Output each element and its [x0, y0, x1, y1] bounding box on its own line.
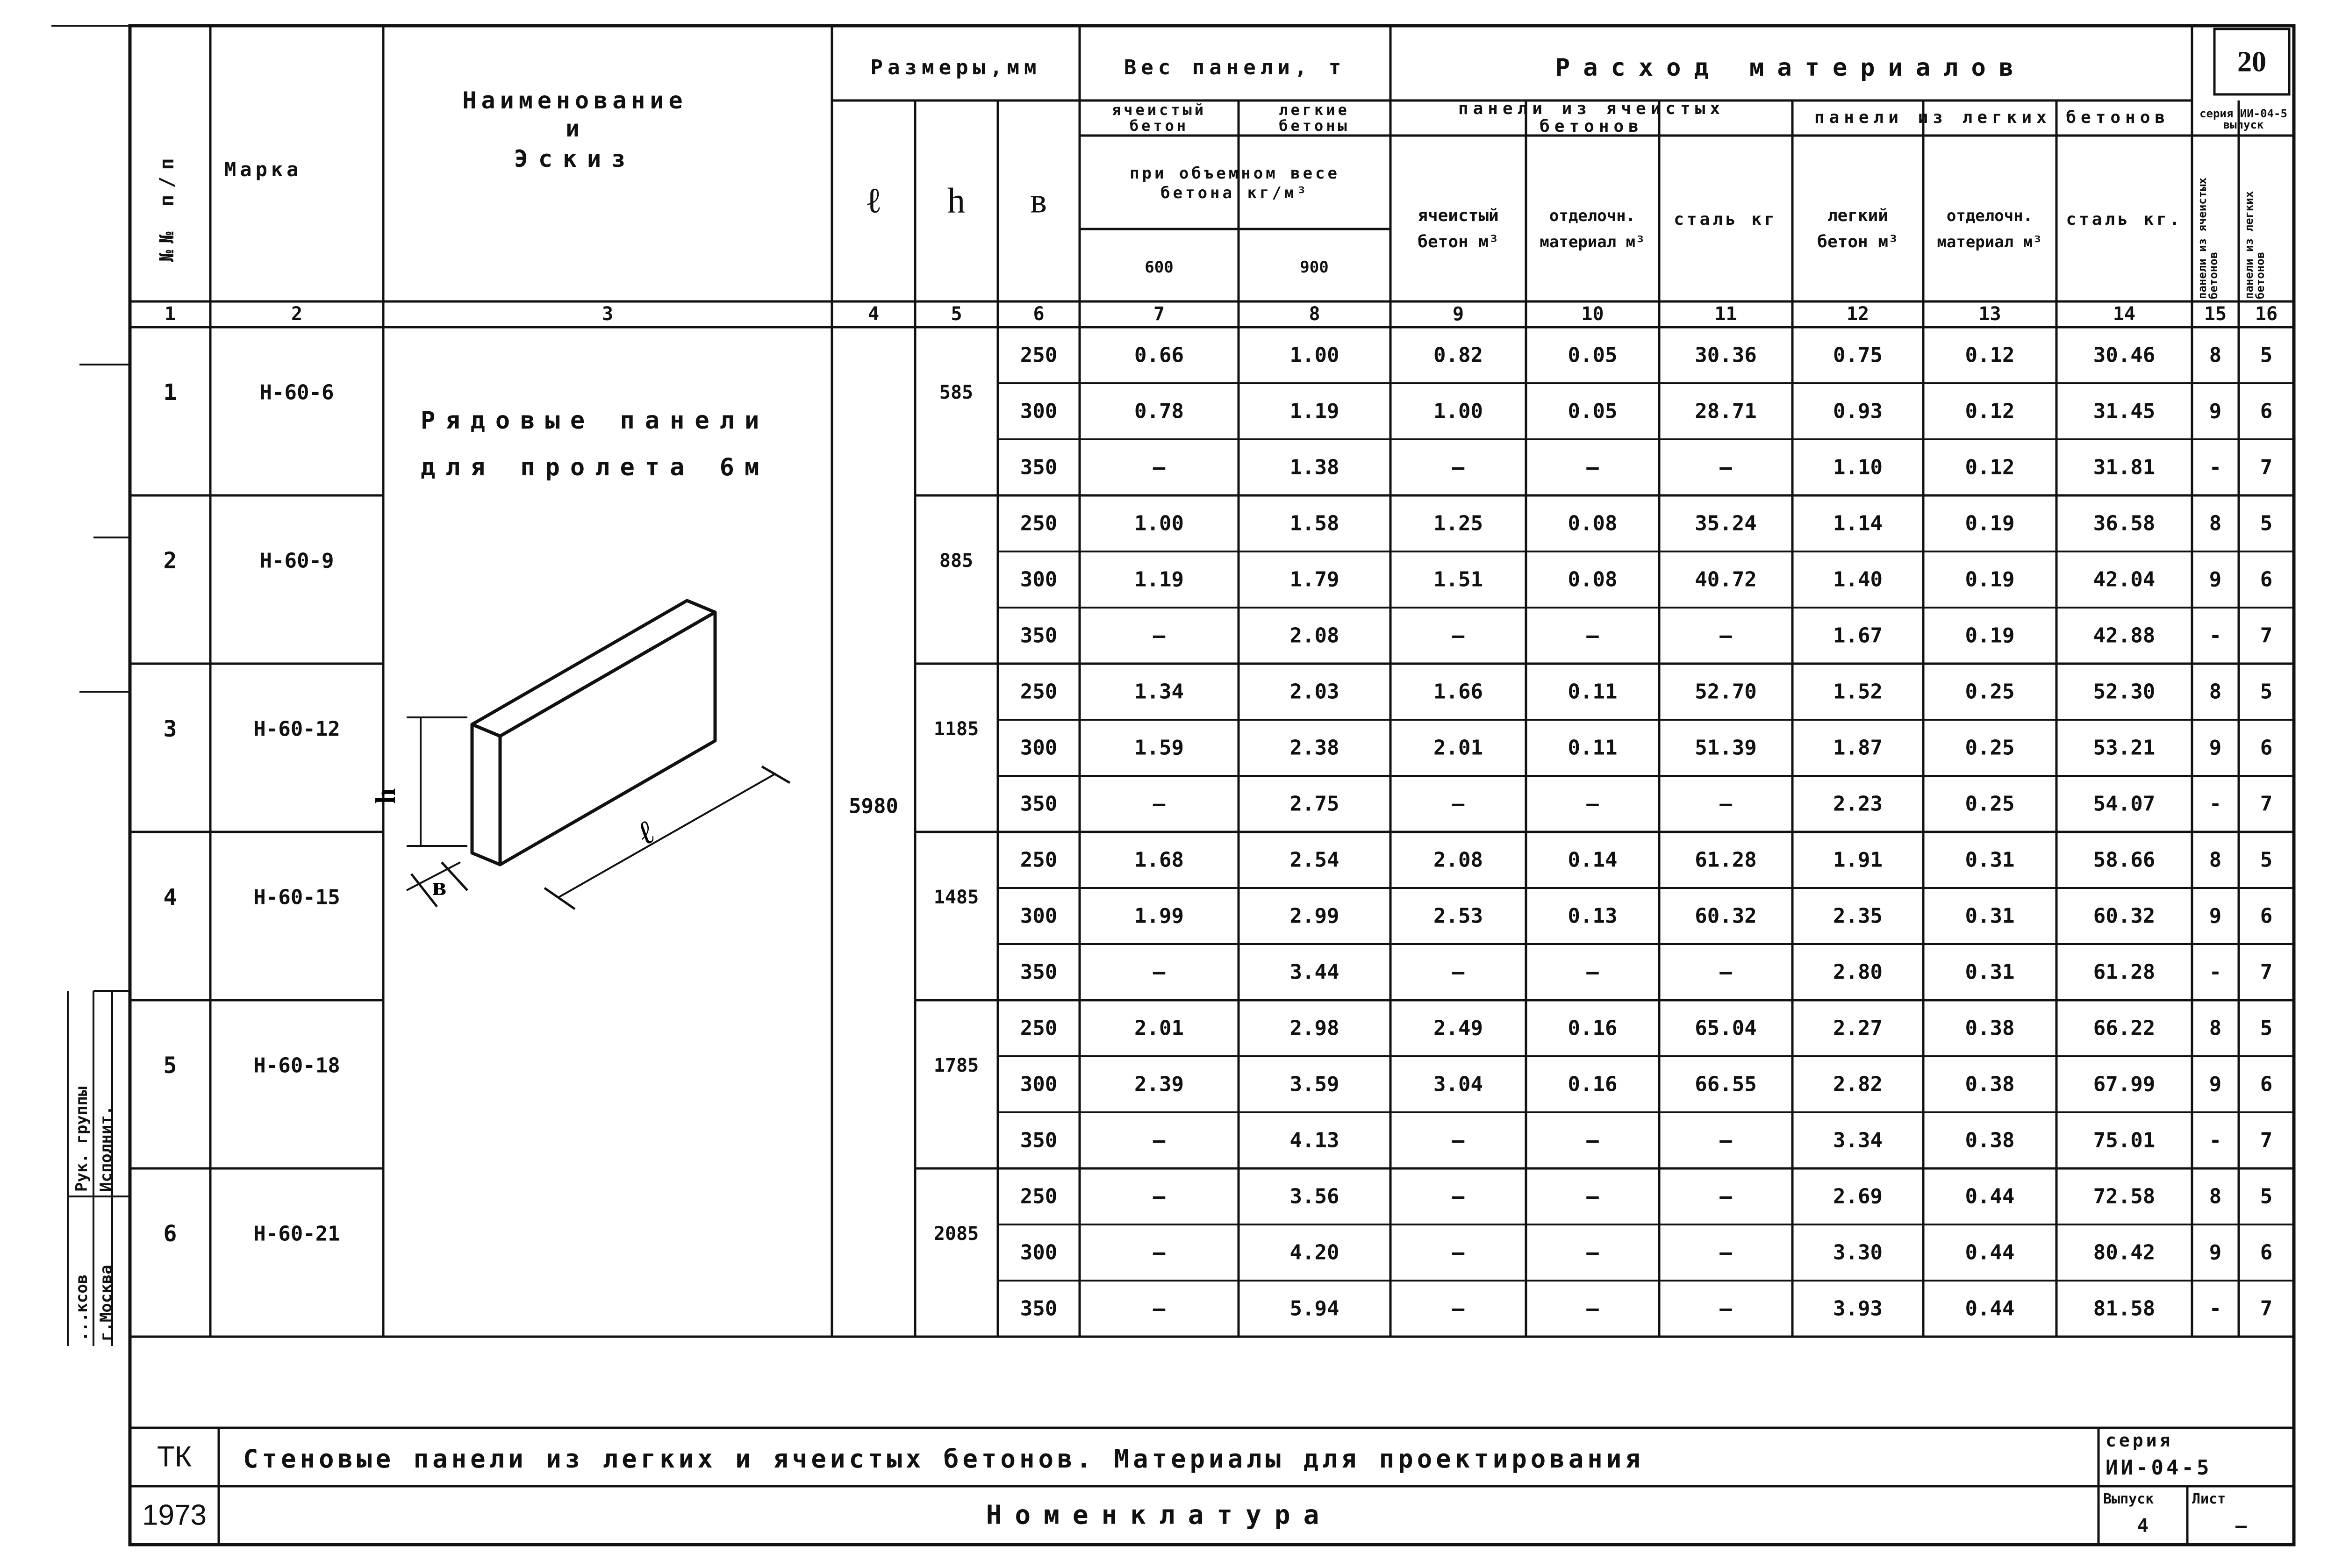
sketch-label-e: ℓ	[630, 814, 661, 852]
table-cell: 8	[2209, 848, 2222, 872]
table-cell: 0.44	[1965, 1240, 2015, 1265]
panel-height: 585	[939, 382, 974, 403]
table-cell: 250	[1020, 680, 1058, 704]
table-cell: 0.44	[1965, 1184, 2015, 1209]
table-cell: 1.52	[1833, 680, 1883, 704]
table-cell: 5.94	[1289, 1296, 1339, 1321]
table-cell: 3.04	[1433, 1072, 1483, 1096]
table-cell: 52.30	[2093, 680, 2156, 704]
column-number: 4	[867, 303, 880, 325]
table-cell: —	[1719, 623, 1732, 648]
header-panels-cellular: панели из ячеистых бетонов	[1458, 99, 1725, 136]
table-cell: 0.05	[1568, 343, 1618, 367]
table-cell: 61.28	[2093, 960, 2156, 984]
table-cell: 0.14	[1568, 848, 1618, 872]
column-number: 10	[1581, 303, 1604, 325]
column-number: 16	[2255, 303, 2278, 325]
table-cell: 0.25	[1965, 736, 2015, 760]
table-cell: 350	[1020, 1296, 1058, 1321]
tk-label: ТК	[157, 1440, 192, 1473]
table-cell: 2.75	[1289, 792, 1339, 816]
table-cell: 0.82	[1433, 343, 1483, 367]
table-cell: 6	[2260, 736, 2273, 760]
table-cell: 8	[2209, 1016, 2222, 1040]
table-cell: 31.45	[2093, 399, 2156, 423]
table-cell: 54.07	[2093, 792, 2156, 816]
table-cell: 250	[1020, 343, 1058, 367]
table-cell: 8	[2209, 1184, 2222, 1209]
column-number: 8	[1309, 303, 1320, 325]
table-cell: 7	[2260, 1128, 2273, 1153]
column-number: 13	[1978, 303, 2001, 325]
table-cell: 7	[2260, 455, 2273, 480]
table-cell: 1.51	[1433, 567, 1483, 592]
table-cell: 66.22	[2093, 1016, 2156, 1040]
table-cell: —	[1153, 455, 1166, 480]
table-cell: 1.25	[1433, 511, 1483, 536]
table-cell: 2.23	[1833, 792, 1883, 816]
table-cell: 300	[1020, 736, 1058, 760]
table-cell: 1.87	[1833, 736, 1883, 760]
table-cell: 0.38	[1965, 1016, 2015, 1040]
table-cell: 300	[1020, 1072, 1058, 1096]
column-number: 15	[2204, 303, 2227, 325]
table-cell: 2.08	[1289, 623, 1339, 648]
header-row-number: №№ п/п	[155, 151, 178, 262]
table-cell: 1.14	[1833, 511, 1883, 536]
table-cell: 0.08	[1568, 511, 1618, 536]
table-cell: 42.88	[2093, 623, 2156, 648]
table-cell: 6	[2260, 399, 2273, 423]
issue-label: Выпуск	[2103, 1491, 2154, 1507]
table-cell: 2.01	[1433, 736, 1483, 760]
table-cell: 5	[2260, 1016, 2273, 1040]
table-cell: -	[2209, 960, 2222, 984]
table-cell: —	[1719, 1296, 1732, 1321]
table-cell: 9	[2209, 399, 2222, 423]
table-cell: 0.12	[1965, 455, 2015, 480]
table-cell: 51.39	[1695, 736, 1757, 760]
table-cell: 40.72	[1695, 567, 1757, 592]
table-cell: 0.19	[1965, 567, 2015, 592]
table-cell: 7	[2260, 960, 2273, 984]
header-density-note: при объемном весе бетона кг/м³	[1130, 164, 1340, 202]
table-cell: —	[1586, 623, 1599, 648]
header-materials: Расход материалов	[1555, 54, 2027, 82]
column-number: 11	[1714, 303, 1737, 325]
table-cell: -	[2209, 623, 2222, 648]
table-cell: —	[1719, 792, 1732, 816]
header-finishing-m3: отделочн. материал м³	[1540, 207, 1645, 251]
header-finishing2-m3: отделочн. материал м³	[1937, 207, 2042, 251]
table-cell: 3.30	[1833, 1240, 1883, 1265]
table-cell: —	[1452, 1184, 1465, 1209]
table-cell: 0.12	[1965, 399, 2015, 423]
table-cell: 65.04	[1695, 1016, 1757, 1040]
table-cell: 1.38	[1289, 455, 1339, 480]
panel-height: 2085	[933, 1223, 979, 1245]
description-line1: Рядовые панели	[421, 407, 770, 435]
panel-height: 1185	[933, 718, 979, 740]
table-cell: 3.44	[1289, 960, 1339, 984]
table-cell: —	[1153, 1296, 1166, 1321]
series-label: серия	[2106, 1430, 2173, 1451]
table-cell: 0.66	[1134, 343, 1184, 367]
table-cell: 8	[2209, 511, 2222, 536]
table-cell: 2.82	[1833, 1072, 1883, 1096]
table-cell: 52.70	[1695, 680, 1757, 704]
table-cell: 75.01	[2093, 1128, 2156, 1153]
table-cell: 0.78	[1134, 399, 1184, 423]
panel-mark: Н-60-12	[253, 717, 340, 741]
table-cell: 300	[1020, 399, 1058, 423]
sketch-label-b: в	[432, 872, 447, 901]
table-cell: 250	[1020, 1184, 1058, 1209]
table-cell: 1.68	[1134, 848, 1184, 872]
table-cell: —	[1586, 1240, 1599, 1265]
header-density-900: 900	[1300, 258, 1329, 277]
table-cell: 300	[1020, 567, 1058, 592]
table-cell: 2.27	[1833, 1016, 1883, 1040]
table-cell: 4.20	[1289, 1240, 1339, 1265]
table-cell: 3.59	[1289, 1072, 1339, 1096]
table-cell: 6	[2260, 1240, 2273, 1265]
header-name-l1: Наименование	[462, 87, 688, 114]
sketch-label-h: h	[370, 788, 401, 804]
table-cell: 31.81	[2093, 455, 2156, 480]
table-cell: 53.21	[2093, 736, 2156, 760]
header-name-l2: и	[565, 115, 585, 142]
table-cell: —	[1719, 1240, 1732, 1265]
column-number: 6	[1033, 303, 1045, 325]
table-cell: -	[2209, 455, 2222, 480]
table-cell: 0.19	[1965, 511, 2015, 536]
header-cellular-concrete: ячеистый бетон	[1111, 101, 1207, 135]
table-cell: 250	[1020, 848, 1058, 872]
header-name-l3: Эскиз	[514, 145, 636, 172]
table-cell: 67.99	[2093, 1072, 2156, 1096]
header-steel2-kg: сталь кг.	[2066, 210, 2183, 229]
table-cell: —	[1719, 1128, 1732, 1153]
series-value: ИИ-04-5	[2106, 1456, 2212, 1480]
table-cell: 1.00	[1134, 511, 1184, 536]
panel-height: 885	[939, 550, 974, 572]
table-cell: -	[2209, 1296, 2222, 1321]
header-mark: Марка	[224, 158, 302, 181]
description-line2: для пролета 6м	[421, 453, 770, 481]
sheet-label: Лист	[2192, 1491, 2226, 1507]
panel-mark: Н-60-21	[253, 1222, 340, 1246]
table-cell: 58.66	[2093, 848, 2156, 872]
table-cell: 0.38	[1965, 1128, 2015, 1153]
table-cell: 0.13	[1568, 904, 1618, 928]
table-cell: —	[1153, 1240, 1166, 1265]
table-cell: 0.16	[1568, 1072, 1618, 1096]
table-cell: 2.80	[1833, 960, 1883, 984]
table-cell: 5	[2260, 848, 2273, 872]
table-cell: 3.34	[1833, 1128, 1883, 1153]
table-cell: 0.38	[1965, 1072, 2015, 1096]
header-size-l: ℓ	[865, 181, 882, 221]
table-cell: 9	[2209, 904, 2222, 928]
table-cell: 2.54	[1289, 848, 1339, 872]
table-cell: 9	[2209, 736, 2222, 760]
length-value: 5980	[849, 794, 898, 818]
table-cell: —	[1452, 623, 1465, 648]
row-number: 4	[163, 884, 177, 910]
table-cell: 1.58	[1289, 511, 1339, 536]
table-cell: —	[1586, 792, 1599, 816]
table-cell: —	[1153, 1128, 1166, 1153]
table-cell: -	[2209, 1128, 2222, 1153]
table-cell: 5	[2260, 511, 2273, 536]
table-cell: 1.59	[1134, 736, 1184, 760]
row-number: 5	[163, 1052, 177, 1079]
table-cell: 1.19	[1134, 567, 1184, 592]
column-number: 12	[1846, 303, 1869, 325]
stamp-executor: Исполнит.	[97, 1105, 115, 1192]
table-cell: 0.31	[1965, 904, 2015, 928]
panel-mark: Н-60-15	[253, 885, 340, 909]
issue-value: 4	[2137, 1515, 2149, 1537]
table-cell: 6	[2260, 1072, 2273, 1096]
table-cell: 0.44	[1965, 1296, 2015, 1321]
header-density-600: 600	[1145, 258, 1174, 277]
sheet-title: Стеновые панели из легких и ячеистых бетонов. Материалы для проектирования	[243, 1444, 1644, 1474]
table-cell: 350	[1020, 1128, 1058, 1153]
header-size-b: в	[1030, 181, 1047, 221]
table-cell: 0.31	[1965, 960, 2015, 984]
table-cell: 1.67	[1833, 623, 1883, 648]
sheet-value: —	[2235, 1515, 2247, 1537]
panel-mark: Н-60-6	[259, 380, 334, 405]
table-cell: —	[1452, 455, 1465, 480]
table-cell: —	[1153, 960, 1166, 984]
table-cell: 36.58	[2093, 511, 2156, 536]
table-cell: 9	[2209, 567, 2222, 592]
header-weight: Вес панели, т	[1124, 56, 1346, 79]
table-cell: 2.01	[1134, 1016, 1184, 1040]
table-cell: —	[1452, 1240, 1465, 1265]
table-cell: 30.46	[2093, 343, 2156, 367]
table-cell: 1.00	[1433, 399, 1483, 423]
table-cell: 61.28	[1695, 848, 1757, 872]
table-cell: 300	[1020, 904, 1058, 928]
column-number: 9	[1452, 303, 1464, 325]
year-label: 1973	[142, 1499, 207, 1532]
header-series-cellular: панели из ячеистых бетонов	[2196, 177, 2220, 299]
table-cell: 6	[2260, 904, 2273, 928]
table-cell: 2.69	[1833, 1184, 1883, 1209]
table-cell: 2.99	[1289, 904, 1339, 928]
column-number: 2	[291, 303, 303, 325]
table-cell: 1.19	[1289, 399, 1339, 423]
table-cell: 42.04	[2093, 567, 2156, 592]
table-cell: 0.05	[1568, 399, 1618, 423]
table-cell: 72.58	[2093, 1184, 2156, 1209]
table-cell: —	[1719, 455, 1732, 480]
stamp-name: ...ксов	[72, 1274, 91, 1341]
table-cell: 5	[2260, 680, 2273, 704]
table-cell: 7	[2260, 792, 2273, 816]
table-cell: 7	[2260, 623, 2273, 648]
table-cell: 0.25	[1965, 680, 2015, 704]
table-cell: 66.55	[1695, 1072, 1757, 1096]
table-cell: 30.36	[1695, 343, 1757, 367]
table-cell: —	[1153, 1184, 1166, 1209]
panel-height: 1785	[933, 1055, 979, 1076]
table-cell: 1.66	[1433, 680, 1483, 704]
table-cell: 8	[2209, 343, 2222, 367]
table-cell: —	[1719, 960, 1732, 984]
table-cell: 0.31	[1965, 848, 2015, 872]
table-cell: 0.08	[1568, 567, 1618, 592]
table-cell: 9	[2209, 1240, 2222, 1265]
table-cell: 0.75	[1833, 343, 1883, 367]
table-cell: 350	[1020, 455, 1058, 480]
table-cell: —	[1586, 455, 1599, 480]
row-number: 1	[163, 379, 177, 406]
table-cell: 1.00	[1289, 343, 1339, 367]
table-cell: 81.58	[2093, 1296, 2156, 1321]
row-number: 2	[163, 548, 177, 574]
row-number: 6	[163, 1221, 177, 1247]
header-size-h: h	[947, 181, 965, 221]
column-number: 5	[951, 303, 962, 325]
header-series: серия ИИ-04-5 выпуск	[2199, 107, 2287, 131]
table-cell: —	[1586, 1184, 1599, 1209]
table-cell: 60.32	[1695, 904, 1757, 928]
table-cell: 1.10	[1833, 455, 1883, 480]
table-cell: 3.93	[1833, 1296, 1883, 1321]
table-cell: 1.40	[1833, 567, 1883, 592]
table-cell: —	[1586, 1128, 1599, 1153]
table-cell: 5	[2260, 343, 2273, 367]
table-cell: -	[2209, 792, 2222, 816]
table-cell: —	[1586, 960, 1599, 984]
table-cell: 300	[1020, 1240, 1058, 1265]
table-cell: —	[1153, 623, 1166, 648]
table-cell: 6	[2260, 567, 2273, 592]
stamp-group-head: Рук. группы	[72, 1086, 91, 1192]
panel-mark: Н-60-9	[259, 549, 334, 573]
sheet-number: 20	[2237, 46, 2266, 78]
table-cell: 4.13	[1289, 1128, 1339, 1153]
table-cell: 80.42	[2093, 1240, 2156, 1265]
table-cell: 0.25	[1965, 792, 2015, 816]
table-cell: 2.35	[1833, 904, 1883, 928]
table-cell: —	[1452, 1128, 1465, 1153]
table-cell: —	[1452, 960, 1465, 984]
panel-height: 1485	[933, 887, 979, 908]
table-cell: —	[1153, 792, 1166, 816]
table-cell: 250	[1020, 511, 1058, 536]
table-cell: 3.56	[1289, 1184, 1339, 1209]
table-cell: 7	[2260, 1296, 2273, 1321]
table-cell: 250	[1020, 1016, 1058, 1040]
stamp-city: г.Москва	[97, 1265, 115, 1341]
column-number: 1	[164, 303, 176, 325]
header-sizes: Размеры,мм	[870, 56, 1041, 79]
table-cell: —	[1719, 1184, 1732, 1209]
table-cell: 28.71	[1695, 399, 1757, 423]
table-cell: 350	[1020, 792, 1058, 816]
table-cell: —	[1452, 1296, 1465, 1321]
table-cell: 2.39	[1134, 1072, 1184, 1096]
panel-mark: Н-60-18	[253, 1053, 340, 1078]
table-cell: 1.99	[1134, 904, 1184, 928]
table-cell: 35.24	[1695, 511, 1757, 536]
table-cell: 2.38	[1289, 736, 1339, 760]
table-cell: —	[1586, 1296, 1599, 1321]
table-cell: 5	[2260, 1184, 2273, 1209]
table-cell: 2.53	[1433, 904, 1483, 928]
table-cell: 60.32	[2093, 904, 2156, 928]
table-cell: 8	[2209, 680, 2222, 704]
table-cell: 350	[1020, 623, 1058, 648]
table-cell: 2.03	[1289, 680, 1339, 704]
header-steel-kg: сталь кг	[1674, 210, 1777, 229]
table-cell: 1.91	[1833, 848, 1883, 872]
table-cell: 2.08	[1433, 848, 1483, 872]
table-cell: 0.11	[1568, 736, 1618, 760]
header-series-light: панели из легких бетонов	[2242, 191, 2267, 299]
column-number: 7	[1153, 303, 1165, 325]
table-cell: 2.98	[1289, 1016, 1339, 1040]
table-cell: 1.34	[1134, 680, 1184, 704]
table-cell: 9	[2209, 1072, 2222, 1096]
column-number: 14	[2113, 303, 2136, 325]
table-cell: 0.11	[1568, 680, 1618, 704]
table-cell: 0.16	[1568, 1016, 1618, 1040]
header-panels-light: панели из легких бетонов	[1814, 108, 2170, 127]
header-light-concrete: легкие бетоны	[1279, 101, 1350, 135]
table-cell: —	[1452, 792, 1465, 816]
table-cell: 0.12	[1965, 343, 2015, 367]
header-light-concrete-m3: легкий бетон м³	[1817, 206, 1898, 251]
sheet-subtitle: Номенклатура	[986, 1500, 1332, 1531]
table-cell: 2.49	[1433, 1016, 1483, 1040]
row-number: 3	[163, 716, 177, 742]
table-cell: 0.19	[1965, 623, 2015, 648]
table-cell: 350	[1020, 960, 1058, 984]
header-cell-concrete-m3: ячеистый бетон м³	[1418, 206, 1499, 251]
column-number: 3	[602, 303, 614, 325]
table-cell: 1.79	[1289, 567, 1339, 592]
table-cell: 0.93	[1833, 399, 1883, 423]
